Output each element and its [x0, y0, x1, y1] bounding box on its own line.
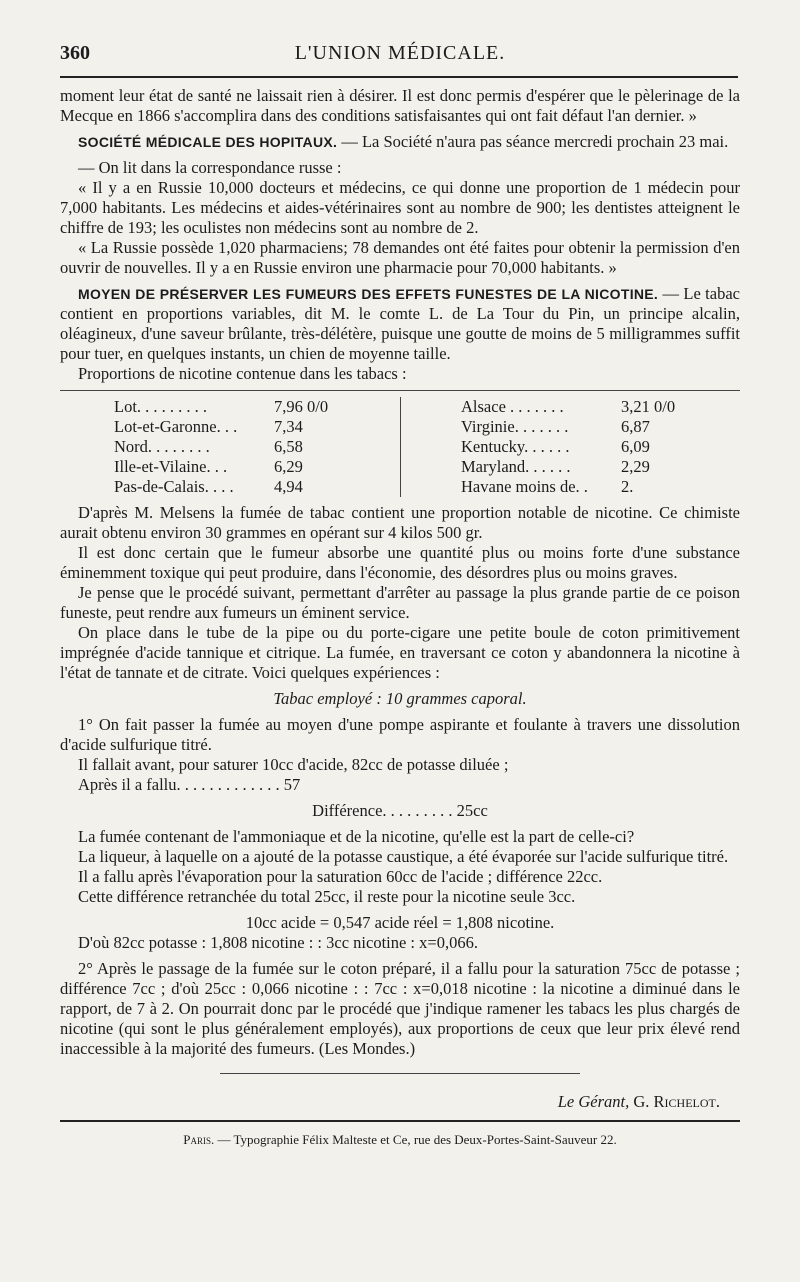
table-row: Alsace . . . . . . . 3,21 0/0 — [461, 397, 676, 416]
paragraph: SOCIÉTÉ MÉDICALE DES HOPITAUX. — La Société n'aura pas séance mercredi prochain 23 mai. — [78, 132, 729, 151]
table-row: Ille-et-Vilaine. . . 6,29 — [114, 457, 303, 476]
paragraph: La liqueur, à laquelle on a ajouté de la potasse caustique, a été évaporée sur l'acide sulfurique titré. — [78, 847, 729, 866]
paragraph: Il est donc certain que le fumeur absorbe une quantité plus ou moins forte d'une substance éminemment toxique qui peut produire, dans l'économie, des désordres plus ou moins graves. — [60, 543, 740, 582]
paragraph: On place dans le tube de la pipe ou du porte-cigare une petite boule de coton primitivement imprégnée d'acide tannique et citrique. La fumée, en traversant ce coton y abandonnera la nicotine à l'état de tannate et de citrate. Voici quelques expériences : — [60, 623, 740, 682]
page-number: 360 — [60, 42, 90, 64]
table-row: Pas-de-Calais. . . . 4,94 — [114, 477, 303, 496]
article-body — [60, 86, 740, 1150]
section-heading: MOYEN DE PRÉSERVER LES FUMEURS DES EFFETS FUNESTES DE LA NICOTINE. — [78, 286, 659, 302]
equation: D'où 82cc potasse : 1,808 nicotine : : 3cc nicotine : x=0,066. — [78, 933, 478, 952]
paragraph: D'après M. Melsens la fumée de tabac contient une proportion notable de nicotine. Ce chimiste aurait obtenu environ 30 grammes en opérant sur 4 kilos 500 gr. — [60, 503, 740, 542]
table-column-left — [60, 397, 400, 497]
footer-rule — [60, 1120, 740, 1122]
table-column-right — [400, 397, 740, 497]
table-row: Virginie. . . . . . . 6,87 — [461, 417, 650, 436]
experiment-heading: Tabac employé : 10 grammes caporal. — [273, 689, 527, 708]
imprint: Paris. — Typographie Félix Malteste et Ce, rue des Deux-Portes-Saint-Sauveur 22. — [183, 1132, 617, 1147]
table-row: Maryland. . . . . . 2,29 — [461, 457, 650, 476]
table-row: Havane moins de. . 2. — [461, 477, 634, 496]
paragraph: « La Russie possède 1,020 pharmaciens; 78 demandes ont été faites pour obtenir la permission d'en ouvrir de nouvelles. Il y a en Russie environ une pharmacie pour 70,000 habitants. » — [60, 238, 740, 277]
equation: 10cc acide = 0,547 acide réel = 1,808 nicotine. — [245, 913, 555, 932]
paragraph: La fumée contenant de l'ammoniaque et de la nicotine, qu'elle est la part de celle-ci? — [78, 827, 635, 846]
separator-rule — [220, 1073, 580, 1074]
header-rule — [60, 76, 738, 78]
table-row: Lot. . . . . . . . . 7,96 0/0 — [114, 397, 329, 416]
running-header — [60, 42, 740, 72]
signature: Le Gérant, G. Richelot. — [557, 1092, 720, 1111]
table-row: Lot-et-Garonne. . . 7,34 — [114, 417, 303, 436]
calculation-line: Après il a fallu. . . . . . . . . . . . . 57 — [78, 775, 301, 794]
paragraph: Il fallait avant, pour saturer 10cc d'acide, 82cc de potasse diluée ; — [78, 755, 509, 774]
journal-title: L'UNION MÉDICALE. — [294, 42, 506, 64]
paragraph: Proportions de nicotine contenue dans les tabacs : — [78, 364, 407, 383]
table-row: Kentucky. . . . . . 6,09 — [461, 437, 650, 456]
paragraph: « Il y a en Russie 10,000 docteurs et médecins, ce qui donne une proportion de 1 médecin pour 7,000 habitants. Les médecins et aides-vétérinaires sont au nombre de 900; les dentistes atteignent le chiffre de 193; les oculistes non médecins sont au nombre de 2. — [60, 178, 740, 237]
paragraph: Cette différence retranchée du total 25cc, il reste pour la nicotine seule 3cc. — [78, 887, 576, 906]
paragraph: 1° On fait passer la fumée au moyen d'une pompe aspirante et foulante à travers une dissolution d'acide sulfurique titré. — [60, 715, 740, 754]
paragraph: Il a fallu après l'évaporation pour la saturation 60cc de l'acide ; différence 22cc. — [78, 867, 603, 886]
paragraph: moment leur état de santé ne laissait rien à désirer. Il est donc permis d'espérer que le pèlerinage de la Mecque en 1866 s'accomplira dans des conditions satisfaisantes qui ont fait défaut l'an dernier. » — [60, 86, 740, 125]
nicotine-table — [60, 390, 740, 497]
calculation-line: Différence. . . . . . . . . 25cc — [312, 801, 488, 820]
table-row: Nord. . . . . . . . 6,58 — [114, 437, 303, 456]
paragraph: 2° Après le passage de la fumée sur le coton préparé, il a fallu pour la saturation 75cc de potasse ; différence 7cc ; d'où 25cc : 0,066 nicotine : : 7cc : x=0,018 nicotine : la nicotine a diminué dans le rapport, de 7 à 2. On pourrait donc par le procédé que j'indique ramener les tabacs les plus chargés de nicotine (qui sont le plus généralement employés), aux proportions de ceux que leur prix élevé rend inaccessible à la majorité des fumeurs. (Les Mondes.) — [60, 959, 740, 1058]
paragraph: — On lit dans la correspondance russe : — [78, 158, 342, 177]
paragraph: Je pense que le procédé suivant, permettant d'arrêter au passage la plus grande partie de ce poison funeste, peut rendre aux fumeurs un éminent service. — [60, 583, 740, 622]
section-heading: SOCIÉTÉ MÉDICALE DES HOPITAUX. — [78, 134, 338, 150]
paragraph: MOYEN DE PRÉSERVER LES FUMEURS DES EFFETS FUNESTES DE LA NICOTINE. — Le tabac contient en proportions variables, dit M. le comte L. de La Tour du Pin, un principe alcalin, oléagineux, d'une saveur brûlante, très-délétère, puisque une goutte de moins de 5 milligrammes suffit pour tuer, en quelques instants, un chien de moyenne taille. — [60, 284, 740, 363]
